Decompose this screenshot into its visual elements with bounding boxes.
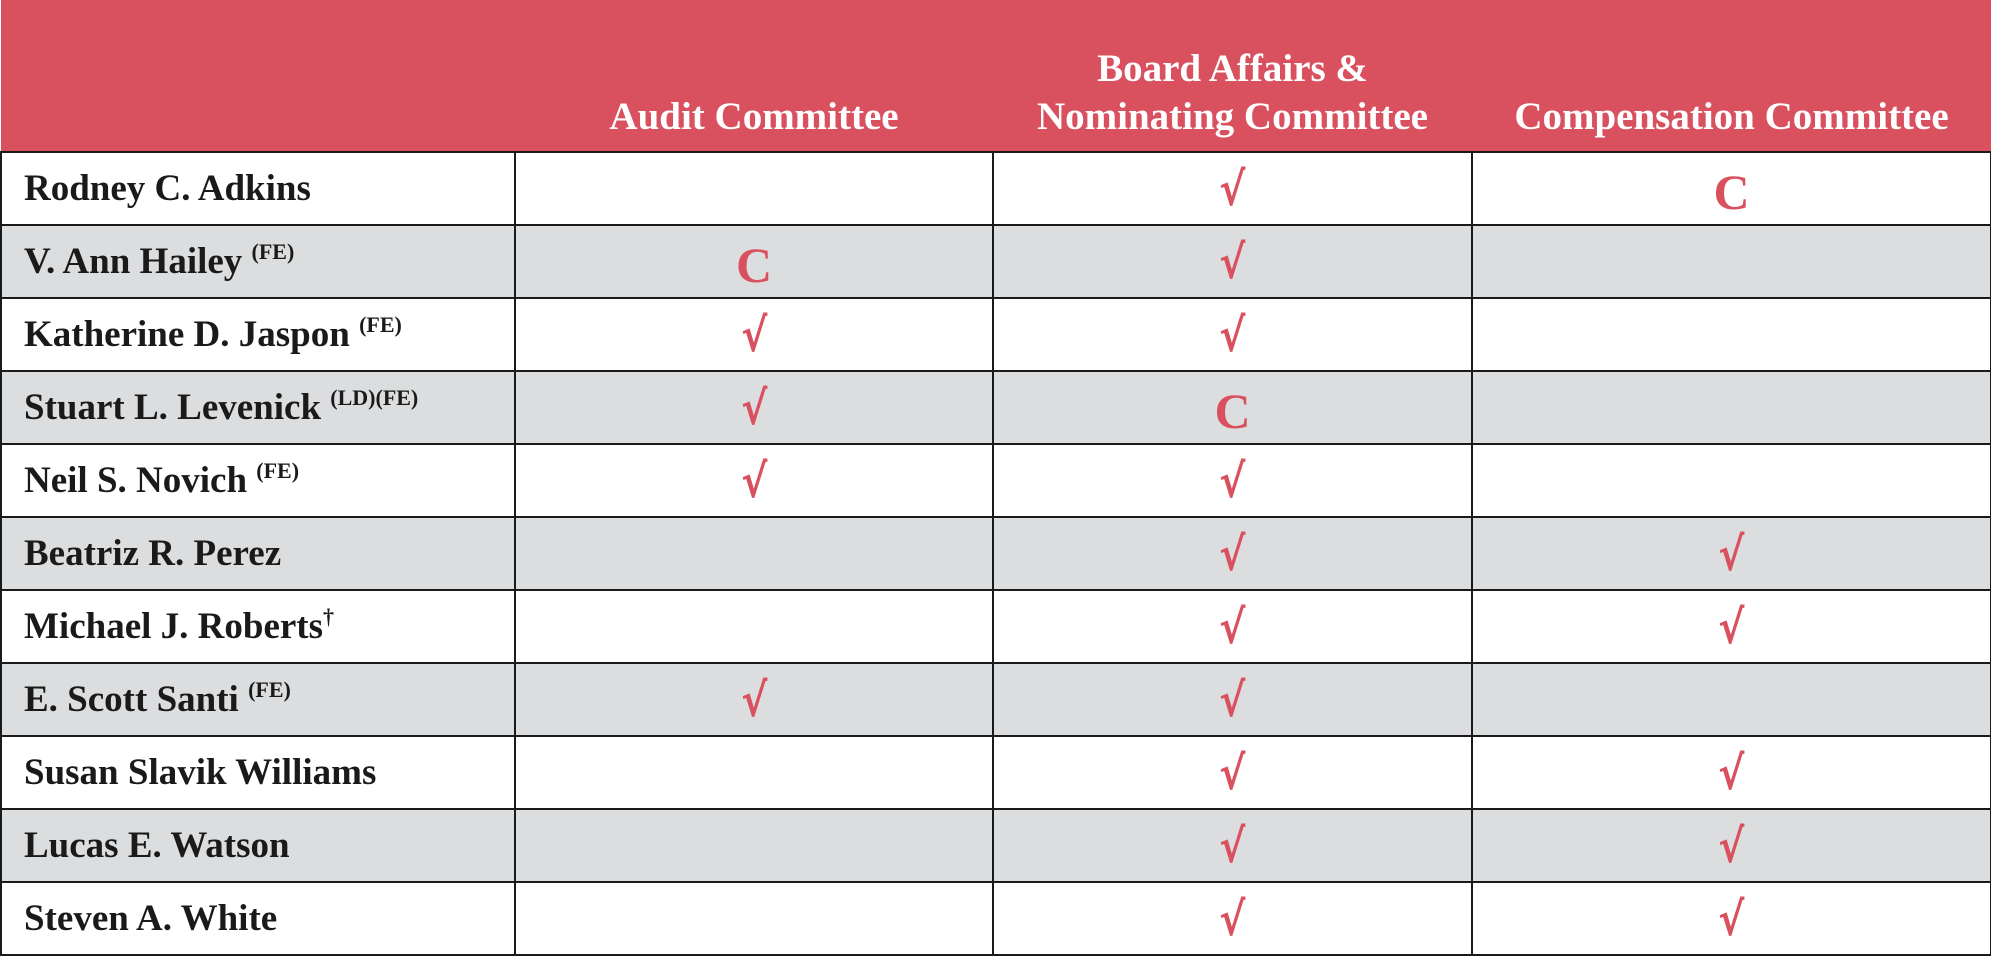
board-affairs-nominating-committee-cell <box>993 225 1472 298</box>
table-row <box>1 225 1991 298</box>
member-check-icon: √ <box>740 453 768 508</box>
director-name: Stuart L. Levenick <box>24 387 331 428</box>
table-row <box>1 882 1991 955</box>
table-row <box>1 809 1991 882</box>
director-name: Susan Slavik Williams <box>24 752 377 793</box>
member-check-icon: √ <box>1219 234 1246 289</box>
director-name: Katherine D. Jaspon <box>24 314 360 355</box>
table-row <box>1 663 1991 736</box>
board-affairs-nominating-committee-cell <box>993 663 1472 736</box>
member-check-icon: √ <box>1219 161 1246 216</box>
director-name-cell <box>1 882 515 955</box>
board-affairs-nominating-committee-cell <box>993 298 1472 371</box>
member-check-icon: √ <box>1219 891 1246 946</box>
compensation-committee-cell <box>1472 298 1991 371</box>
director-name-cell <box>1 371 515 444</box>
director-designation: (FE) <box>359 312 402 337</box>
table-row <box>1 517 1991 590</box>
compensation-committee-cell <box>1472 882 1991 955</box>
director-name: Neil S. Novich <box>24 460 257 501</box>
audit-committee-cell <box>515 882 993 955</box>
table-row <box>1 590 1991 663</box>
chair-mark: C <box>1713 163 1750 220</box>
header-board-affairs-nominating-committee <box>993 0 1472 152</box>
compensation-committee-cell <box>1472 517 1991 590</box>
header-row <box>1 0 1991 152</box>
table-row <box>1 298 1991 371</box>
director-name-cell <box>1 663 515 736</box>
member-check-icon: √ <box>1718 745 1745 800</box>
audit-committee-cell <box>515 298 993 371</box>
director-name: E. Scott Santi <box>24 679 249 720</box>
table-row <box>1 371 1991 444</box>
compensation-committee-cell <box>1472 225 1991 298</box>
director-name: V. Ann Hailey <box>24 241 252 282</box>
board-affairs-nominating-committee-cell <box>993 882 1472 955</box>
director-designation: (LD)(FE) <box>330 385 419 410</box>
compensation-committee-cell <box>1472 444 1991 517</box>
member-check-icon: √ <box>1219 307 1246 362</box>
audit-committee-cell <box>515 444 993 517</box>
member-check-icon: √ <box>1718 891 1745 946</box>
header-label-line: Audit Committee <box>609 95 899 138</box>
table-row <box>1 444 1991 517</box>
compensation-committee-cell <box>1472 371 1991 444</box>
table-row <box>1 736 1991 809</box>
table-row <box>1 152 1991 225</box>
audit-committee-cell <box>515 663 993 736</box>
member-check-icon: √ <box>1219 526 1246 581</box>
director-name-cell <box>1 298 515 371</box>
board-affairs-nominating-committee-cell <box>993 371 1472 444</box>
chair-mark: C <box>1214 382 1251 439</box>
board-affairs-nominating-committee-cell <box>993 517 1472 590</box>
audit-committee-cell <box>515 590 993 663</box>
header-audit-committee <box>515 0 993 152</box>
member-check-icon: √ <box>740 307 768 362</box>
compensation-committee-cell <box>1472 809 1991 882</box>
director-name: Steven A. White <box>24 898 278 939</box>
board-affairs-nominating-committee-cell <box>993 152 1472 225</box>
director-name-cell <box>1 444 515 517</box>
header-blank <box>1 0 515 152</box>
audit-committee-cell <box>515 809 993 882</box>
audit-committee-cell <box>515 152 993 225</box>
member-check-icon: √ <box>1219 818 1246 873</box>
director-designation: (FE) <box>248 677 291 702</box>
table-body <box>1 152 1991 955</box>
audit-committee-cell <box>515 225 993 298</box>
audit-committee-cell <box>515 736 993 809</box>
member-check-icon: √ <box>1219 599 1246 654</box>
board-affairs-nominating-committee-cell <box>993 590 1472 663</box>
board-affairs-nominating-committee-cell <box>993 444 1472 517</box>
director-name-cell <box>1 590 515 663</box>
header-label-line: Board Affairs & <box>1097 47 1368 90</box>
member-check-icon: √ <box>740 380 768 435</box>
audit-committee-cell <box>515 371 993 444</box>
director-designation: (FE) <box>256 458 300 483</box>
director-designation: † <box>323 604 335 629</box>
audit-committee-cell <box>515 517 993 590</box>
member-check-icon: √ <box>1219 453 1246 508</box>
compensation-committee-cell <box>1472 663 1991 736</box>
compensation-committee-cell <box>1472 736 1991 809</box>
director-name: Rodney C. Adkins <box>24 168 311 209</box>
board-affairs-nominating-committee-cell <box>993 809 1472 882</box>
header-label-line: Nominating Committee <box>1036 95 1428 138</box>
member-check-icon: √ <box>1718 599 1745 654</box>
member-check-icon: √ <box>1219 745 1246 800</box>
chair-mark: C <box>735 236 773 293</box>
director-name-cell <box>1 809 515 882</box>
director-name-cell <box>1 517 515 590</box>
member-check-icon: √ <box>1718 526 1745 581</box>
director-name-cell <box>1 736 515 809</box>
member-check-icon: √ <box>1219 672 1246 727</box>
director-name: Beatriz R. Perez <box>24 533 282 574</box>
director-name-cell <box>1 225 515 298</box>
member-check-icon: √ <box>1718 818 1745 873</box>
compensation-committee-cell <box>1472 590 1991 663</box>
director-designation: (FE) <box>251 239 295 264</box>
compensation-committee-cell <box>1472 152 1991 225</box>
header-label-line: Compensation Committee <box>1514 95 1949 138</box>
director-name-cell <box>1 152 515 225</box>
header-compensation-committee <box>1472 0 1991 152</box>
member-check-icon: √ <box>740 672 768 727</box>
director-name: Michael J. Roberts <box>24 606 324 647</box>
director-name: Lucas E. Watson <box>24 825 290 866</box>
board-affairs-nominating-committee-cell <box>993 736 1472 809</box>
